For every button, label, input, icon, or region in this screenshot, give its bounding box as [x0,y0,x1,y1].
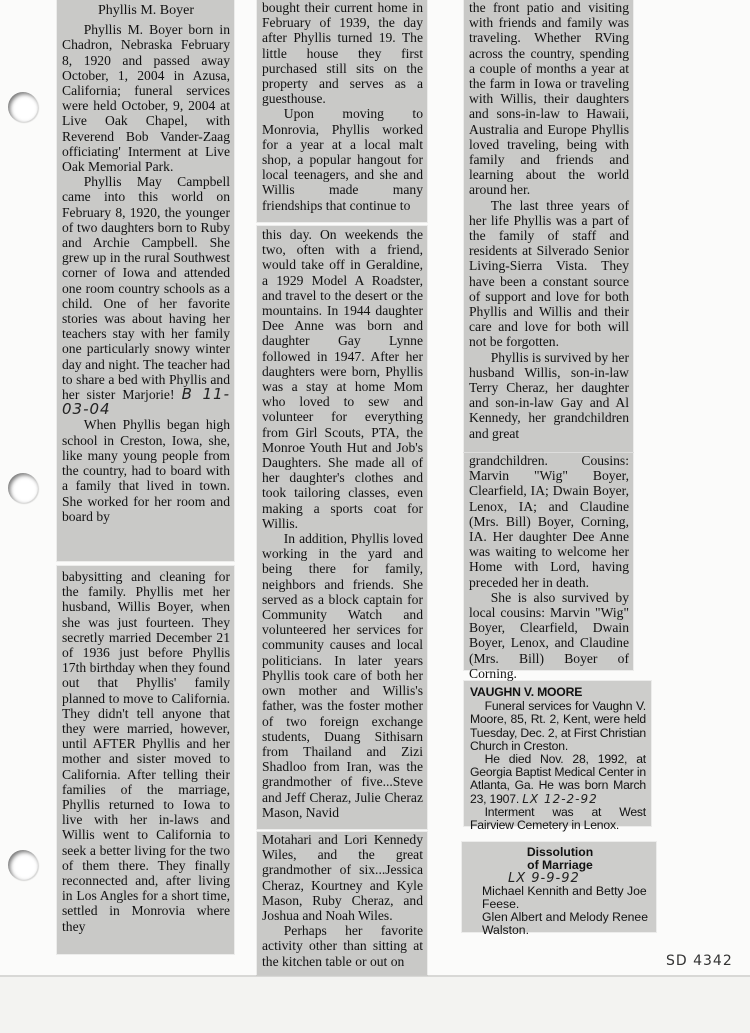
obituary-title: Phyllis M. Boyer [97,3,195,18]
notice-title-line: of Marriage [527,858,593,872]
dissolution-notice-clipping [462,842,656,937]
obituary-paragraph: grandchildren. Cousins: Marvin "Wig" Boyer, Clearfield, IA; Dwain Boyer, Lenox, IA; and Claudine (Mrs. Bill) Boyer, Corning, IA. Her daughter Dee Anne was waiting to welcome her Home with Lord, having preceded her in death. [469,453,629,590]
obituary-clipping-7 [464,453,633,681]
obituary-clipping-4 [257,226,427,829]
page-margin [0,977,750,1033]
obituary-paragraph: Phyllis M. Boyer born in Chadron, Nebraska February 8, 1920 and passed away October, 1, 2004 in Azusa, California; funeral services were held October, 9, 2004 at Live Oak Chapel, with Reverend Bob Vander-Zaag officiating' Interment at Live Oak Memorial Park. [62,22,230,175]
obituary-paragraph: Perhaps her favorite activity other than sitting at the kitchen table or out on [262,923,423,969]
obituary-clipping-2 [57,566,234,954]
obituary-clipping-5 [257,832,427,975]
punch-hole [8,92,38,122]
obituary-paragraph: the front patio and visiting with friends and family was traveling. Whether RVing across the country, spending a couple of months a year at the farm in Iowa or traveling with Willis, their daughters and sons-in-law to Hawaii, Australia and Europe Phyllis loved traveling, being with family and friends and learning about the world around her. [469,0,629,198]
punch-hole [8,850,38,880]
obituary-clipping-6 [464,0,633,452]
notice-paragraph: Funeral services for Vaughn V. Moore, 85, Rt. 2, Kent, were held Tuesday, Dec. 2, at First Christian Church in Creston. [470,699,646,753]
obituary-paragraph: this day. On weekends the two, often with a friend, would take off in Geraldine, a 1929 Model A Roadster, and travel to the desert or the mountains. In 1944 daughter Dee Anne was born and daughter Gay Lynne followed in 1947. After her daughters were born, Phyllis was a stay at home Mom who loved to sew and volunteer for everything from Girl Scouts, PTA, the Monroe Youth Hut and Job's Daughters. She made all of her daughter's clothes and took tailoring classes, even making a sports coat for Willis. [262,227,423,531]
obituary-paragraph: Upon moving to Monrovia, Phyllis worked for a year at a local malt shop, a popular hangout for local teenagers, and she and Willis made many friendships that continue to [262,106,423,213]
obituary-paragraph: She is also survived by local cousins: Marvin "Wig" Boyer, Clearfield, Dwain Boyer, Lenox, and Claudine (Mrs. Bill) Boyer of Corning. [469,589,629,681]
notice-paragraph [470,753,646,806]
obituary-paragraph: babysitting and cleaning for the family. Phyllis met her husband, Willis Boyer, when she was just fourteen. They secretly married December 21 of 1936 just before Phyllis 17th birthday when they found out that Phyllis' family planned to move to California. They didn't tell anyone that they were married, however, until AFTER Phyllis and her mother and sister moved to California. After telling their families of the marriage, Phyllis returned to Iowa to live with her in-laws and Willis went to California to seek a better living for the two of them there. They finally reconnected and, after living in Los Angles for a short time, settled in Monrovia where they [62,569,230,934]
archive-stamp: SD 4342 [666,953,733,969]
handwritten-date: LX 9-9-92 [508,871,580,886]
handwritten-date: LX 12-2-92 [522,791,598,806]
notice-title-line: Dissolution [526,845,594,859]
notice-text: He died Nov. 28, 1992, at Georgia Baptist Medical Center in Atlanta, Ga. He was born March 23, 1907. [470,752,646,806]
obituary-clipping-1 [57,0,234,561]
notice-paragraph: Interment was at West Fairview Cemetery in Lenox. [470,804,646,833]
obituary-paragraph: Phyllis is survived by her husband Willis, son-in-law Terry Cheraz, her daughter and son-in-law Gay and Al Kennedy, her grandchildren and great [469,349,629,441]
obituary-clipping-3 [257,0,427,222]
obituary-paragraph: bought their current home in February of 1939, the day after Phyllis turned 19. The little house they first purchased still sits on the property and serves as a guesthouse. [262,0,423,107]
notice-title: VAUGHN V. MOORE [470,685,583,699]
obituary-text: Phyllis May Campbell came into this world on February 8, 1920, the younger of two daughters born to Ruby and Archie Campbell. She grew up in the rural Southwest corner of Iowa and attended one room country schools as a child. One of her favorite stories was about having her teachers stay with her family one particularly snowy winter day and night. The teacher had to share a bed with Phyllis and her sister Marjorie! [62,174,230,403]
obituary-paragraph: The last three years of her life Phyllis was a part of the family of staff and residents at Silverado Senior Living-Sierra Vista. They have been a constant source of support and love for both Phyllis and Willis and their care and love for both will not be forgotten. [469,197,629,350]
notice-line: Glen Albert and Melody Renee Walston. [482,910,648,937]
obituary-paragraph [62,174,230,417]
obituary-paragraph: Motahari and Lori Kennedy Wiles, and the great grandmother of six...Jessica Cheraz, Kourtney and Kyle Mason, Ruby Cheraz, and Joshua and Noah Wiles. [262,832,423,924]
obituary-paragraph: When Phyllis began high school in Creston, Iowa, she, like many young people from the country, had to board with a family that lived in town. She worked for her room and board by [62,417,230,524]
moore-notice-clipping [464,681,651,833]
notice-line: Michael Kennith and Betty Joe Feese. [482,884,647,911]
handwritten-date: B 11-03-04 [62,385,230,419]
obituary-paragraph: In addition, Phyllis loved working in the yard and being there for family, neighbors and friends. She served as a block captain for Community Watch and volunteered her services for community causes and local politicians. In later years Phyllis took care of both her own mother and Willis's father, was the foster mother of two foreign exchange students, Duang Sithisarn from Thailand and Zizi Shadloo from Iran, was the grandmother of five...Steve and Jeff Cheraz, Julie Cheraz Mason, Navid [262,531,423,820]
punch-hole [8,473,38,503]
